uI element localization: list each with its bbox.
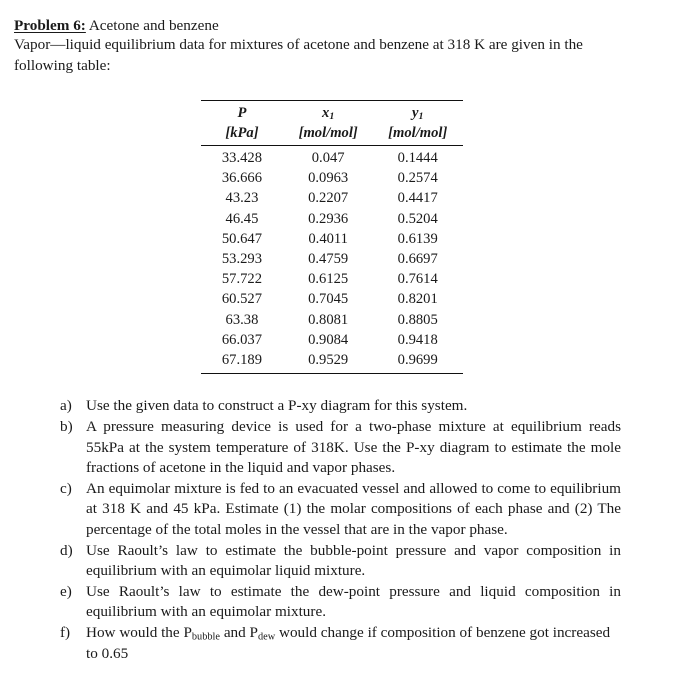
header-pressure-units: [kPa]	[201, 124, 284, 146]
table-cell-y1: 0.8201	[397, 291, 438, 308]
table-cell-x1: 0.7045	[308, 291, 349, 308]
question-marker: a)	[60, 397, 72, 415]
table-cell-x1: 0.047	[311, 150, 345, 166]
questions-list	[14, 396, 649, 664]
table-row	[201, 146, 463, 169]
table-header-row-symbols	[201, 101, 463, 124]
problem-heading	[14, 16, 649, 35]
header-x1-symbol	[283, 101, 373, 124]
header-y1-subscript: 1	[418, 111, 424, 123]
table-cell-x1: 0.2936	[308, 210, 349, 227]
table-row	[201, 168, 463, 188]
table-cell-y1: 0.5204	[397, 210, 438, 227]
table-cell-p: 57.722	[221, 271, 263, 288]
table-cell-p: 53.293	[221, 251, 263, 268]
header-y1-symbol-text: y	[412, 105, 419, 121]
table-row	[201, 269, 463, 289]
question-text: A pressure measuring device is used for a two-phase mixture at equilibrium reads 55kPa at the system temperature of 318K. Use the P-xy diagram to estimate the mole fractions of acetone in the liquid and vapor phases.	[86, 418, 621, 476]
table-cell-p: 46.45	[225, 210, 259, 227]
question-marker: e)	[60, 582, 72, 600]
question-item-e	[60, 582, 621, 623]
table-cell-p: 50.647	[221, 230, 263, 247]
question-text-part: would change if composition of benzene got increased to 0.65	[86, 624, 611, 662]
table-cell-x1: 0.4011	[308, 230, 348, 247]
question-text	[86, 624, 610, 661]
problem-label: Problem 6:	[14, 17, 86, 34]
question-text: An equimolar mixture is fed to an evacuated vessel and allowed to come to equilibrium at 318 K and 45 kPa. Estimate (1) the molar compositions of each phase and (2) The percentage of the total moles in the vessel that are in the vapor phase.	[86, 479, 621, 538]
table-cell-y1: 0.9699	[373, 350, 463, 374]
problem-title: Acetone and benzene	[85, 17, 219, 34]
table-cell-y1: 0.1444	[397, 150, 438, 166]
table-row	[201, 209, 463, 229]
question-marker: b)	[60, 418, 73, 436]
question-text-part: and P	[220, 624, 258, 642]
table-cell-y1: 0.7614	[397, 271, 438, 288]
question-text: Use Raoult’s law to estimate the bubble-point pressure and vapor composition in equilibrium with an equimolar liquid mixture.	[86, 541, 621, 579]
table-cell-x1: 0.9084	[308, 331, 349, 348]
header-pressure-symbol	[201, 101, 284, 124]
table-cell-p: 43.23	[225, 190, 259, 207]
pressure-subscript: bubble	[191, 631, 221, 643]
table-row	[201, 188, 463, 208]
question-marker: d)	[60, 541, 73, 559]
table-cell-p: 67.189	[201, 350, 284, 374]
table-cell-x1: 0.4759	[308, 251, 349, 268]
table-cell-y1: 0.9418	[397, 331, 438, 348]
header-x1-subscript: 1	[329, 111, 335, 123]
table-cell-x1: 0.6125	[308, 271, 349, 288]
header-y1-units: [mol/mol]	[373, 124, 463, 146]
vle-data-table	[201, 100, 463, 374]
table-row	[201, 229, 463, 249]
header-x1-symbol-text: x	[322, 105, 330, 121]
intro-paragraph: Vapor—liquid equilibrium data for mixtures of acetone and benzene at 318 K are given in the following table:	[14, 36, 583, 74]
question-item-f	[60, 623, 621, 664]
question-item-b	[60, 417, 621, 478]
question-item-c	[60, 479, 621, 540]
table-cell-y1: 0.8805	[397, 311, 438, 328]
table-row	[201, 249, 463, 269]
table-row	[201, 289, 463, 309]
header-y1-symbol	[373, 101, 463, 124]
table-cell-p: 33.428	[221, 150, 263, 166]
table-row	[201, 310, 463, 330]
table-cell-p: 63.38	[225, 311, 259, 328]
header-pressure-symbol-text: P	[237, 105, 247, 121]
table-header-row-units	[201, 124, 463, 146]
vle-table-container	[14, 100, 649, 374]
question-text-part: How would the P	[86, 624, 192, 642]
table-header	[201, 101, 463, 146]
table-cell-y1: 0.4417	[397, 190, 438, 207]
question-text: Use Raoult’s law to estimate the dew-point pressure and liquid composition in equilibrium with an equimolar mixture.	[86, 582, 621, 621]
pressure-subscript: dew	[257, 631, 276, 643]
question-marker: f)	[60, 624, 71, 642]
table-cell-x1: 0.0963	[308, 170, 349, 187]
table-cell-y1: 0.6697	[397, 251, 438, 268]
question-item-a	[60, 396, 621, 416]
table-row	[201, 330, 463, 350]
table-cell-y1: 0.2574	[397, 170, 438, 187]
table-cell-x1: 0.9529	[283, 350, 373, 374]
question-item-d	[60, 541, 621, 582]
table-cell-x1: 0.2207	[308, 190, 349, 207]
table-cell-p: 60.527	[221, 291, 263, 308]
table-cell-y1: 0.6139	[397, 230, 438, 247]
table-cell-x1: 0.8081	[308, 311, 349, 328]
question-text: Use the given data to construct a P-xy diagram for this system.	[86, 397, 468, 415]
table-cell-p: 66.037	[221, 331, 263, 348]
header-x1-units: [mol/mol]	[283, 124, 373, 146]
table-row	[201, 350, 463, 374]
table-body	[201, 146, 463, 374]
question-marker: c)	[60, 479, 72, 497]
table-cell-p: 36.666	[221, 170, 263, 187]
